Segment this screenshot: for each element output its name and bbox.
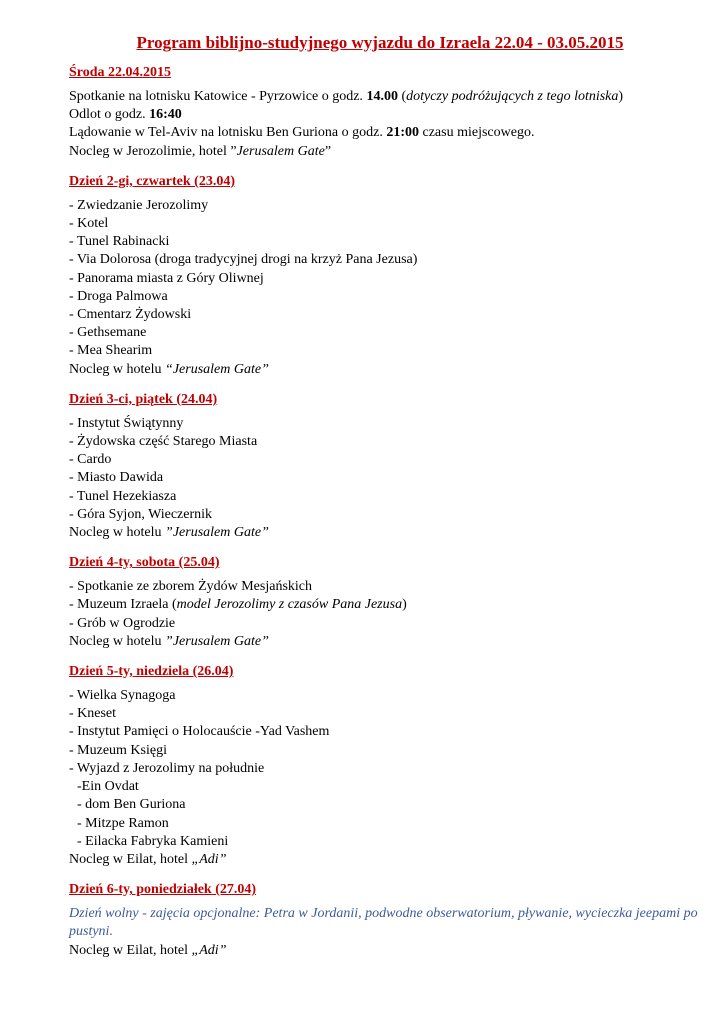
meeting-text: Spotkanie na lotnisku Katowice - Pyrzowice o godz. <box>69 89 367 104</box>
list-item: - Cardo <box>69 452 112 468</box>
night-line <box>69 633 709 651</box>
list-item: - Kneset <box>69 706 117 722</box>
list-item: - Zwiedzanie Jerozolimy <box>69 197 209 213</box>
landing-line <box>69 124 709 142</box>
landing-time: 21:00 <box>386 125 419 141</box>
landing-text: Lądowanie w Tel-Aviv na lotnisku Ben Guriona o godz. <box>69 125 387 141</box>
list-item: - Kotel <box>69 216 109 232</box>
hotel-name: „Adi” <box>191 942 227 958</box>
departure-text: Odlot o godz. <box>69 107 150 123</box>
sub-list-item: - Mitzpe Ramon <box>77 815 169 831</box>
section-heading: Dzień 3-ci, piątek (24.04) <box>69 391 218 407</box>
hotel-name: „Adi” <box>191 851 227 867</box>
sub-list-item: - Eilacka Fabryka Kamieni <box>77 833 229 849</box>
night-line <box>69 942 709 960</box>
landing-suffix: czasu miejscowego. <box>419 125 535 141</box>
paren-open: ( <box>397 89 407 104</box>
list-item: - Wyjazd z Jerozolimy na południe <box>69 760 265 776</box>
section-day-6 <box>69 881 709 960</box>
night-line <box>69 851 709 869</box>
paren-close: ) <box>402 597 407 613</box>
section-day-2 <box>69 173 709 379</box>
section-heading: Dzień 5-ty, niedziela (26.04) <box>69 664 234 680</box>
list-item: - Miasto Dawida <box>69 470 164 486</box>
list-item: - Gethsemane <box>69 325 147 341</box>
meeting-time: 14.00 <box>366 89 398 104</box>
document-title: Program biblijno-studyjnego wyjazdu do Izraela 22.04 - 03.05.2015 <box>136 33 624 52</box>
meeting-note: dotyczy podróżujących z tego lotniska <box>406 89 619 104</box>
section-day-5 <box>69 663 709 869</box>
night-line <box>69 361 709 379</box>
section-day-4 <box>69 554 709 651</box>
paren-close: ) <box>618 89 624 104</box>
sub-list-item: -Ein Ovdat <box>77 779 139 795</box>
meeting-line <box>69 88 709 106</box>
night-line <box>69 143 709 161</box>
list-item: - Mea Shearim <box>69 343 153 359</box>
section-heading: Dzień 4-ty, sobota (25.04) <box>69 555 220 571</box>
list-item: - Spotkanie ze zborem Żydów Mesjańskich <box>69 579 312 595</box>
free-day-note: Dzień wolny - zajęcia opcjonalne: Petra w Jordanii, podwodne obserwatorium, pływanie, wycieczka jeepami po pustyni. <box>69 906 698 940</box>
quote-close: ” <box>324 143 332 159</box>
hotel-name: Jerusalem Gate <box>236 143 325 159</box>
list-item: - Żydowska część Starego Miasta <box>69 434 258 450</box>
list-item: - Grób w Ogrodzie <box>69 615 176 631</box>
hotel-name: ”Jerusalem Gate” <box>165 633 269 649</box>
sub-list-item: - dom Ben Guriona <box>77 797 186 813</box>
list-item: - Wielka Synagoga <box>69 688 176 704</box>
list-item: - Tunel Rabinacki <box>69 234 170 250</box>
list-item: - Droga Palmowa <box>69 288 168 304</box>
list-item: - Panorama miasta z Góry Oliwnej <box>69 270 264 286</box>
section-heading: Dzień 6-ty, poniedziałek (27.04) <box>69 882 257 898</box>
departure-time: 16:40 <box>149 107 182 123</box>
section-day-1 <box>69 64 709 161</box>
night-text: Nocleg w Eilat, hotel <box>69 851 192 867</box>
museum-note: model Jerozolimy z czasów Pana Jezusa <box>176 597 403 613</box>
list-item: - Instytut Świątynny <box>69 415 184 431</box>
list-item: - Tunel Hezekiasza <box>69 488 177 504</box>
section-heading: Dzień 2-gi, czwartek (23.04) <box>69 173 236 189</box>
departure-line <box>69 106 709 124</box>
document-content <box>69 64 709 960</box>
hotel-name: ”Jerusalem Gate” <box>165 525 269 541</box>
night-text: Nocleg w Jerozolimie, hotel ” <box>69 143 237 159</box>
list-item: - Via Dolorosa (droga tradycyjnej drogi na krzyż Pana Jezusa) <box>69 252 418 268</box>
night-text: Nocleg w hotelu <box>69 525 166 541</box>
list-item: - Góra Syjon, Wieczernik <box>69 506 213 522</box>
night-text: Nocleg w hotelu <box>69 361 166 377</box>
hotel-name: “Jerusalem Gate” <box>165 361 269 377</box>
section-heading: Środa 22.04.2015 <box>69 65 172 80</box>
list-item: - Instytut Pamięci o Holocauście -Yad Vashem <box>69 724 330 740</box>
list-item: - Muzeum Księgi <box>69 742 167 758</box>
section-day-3 <box>69 391 709 542</box>
list-item <box>69 596 709 614</box>
museum-text: - Muzeum Izraela ( <box>69 597 177 613</box>
night-line <box>69 524 709 542</box>
night-text: Nocleg w hotelu <box>69 633 166 649</box>
list-item: - Cmentarz Żydowski <box>69 307 192 323</box>
night-text: Nocleg w Eilat, hotel <box>69 942 192 958</box>
